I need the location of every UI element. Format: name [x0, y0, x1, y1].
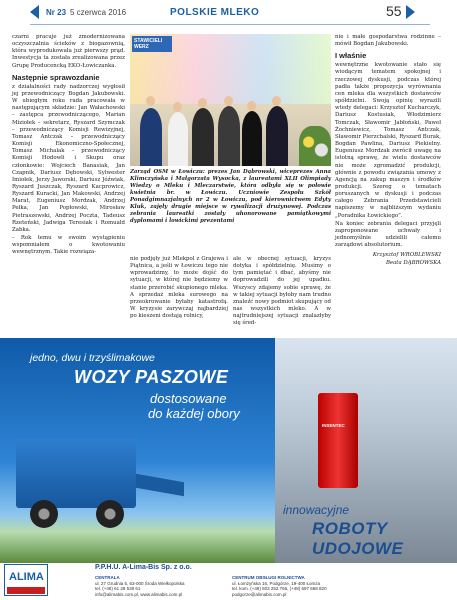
author-signature: Beata DĄBROWSKA [385, 259, 441, 266]
photo-person [192, 108, 214, 166]
article-column-3 [335, 34, 441, 267]
issue-number: Nr 23 [46, 8, 67, 17]
ad-slogan: innowacyjne [283, 503, 350, 517]
address-line: podgorze@alimabis.com.pl [232, 591, 287, 597]
ad-slogan: dostosowane [150, 391, 227, 406]
article-column-1 [12, 34, 125, 258]
ad-footer [0, 563, 457, 600]
ad-product-title: ROBOTY UDOJOWE [312, 519, 404, 558]
photo-person-head [198, 98, 207, 108]
header-right-arrow-icon [406, 5, 415, 19]
address-line: ul. 27 Grudnia 5, 63-000 Środa Wielkopolska [95, 580, 185, 586]
wagon-body [16, 438, 136, 508]
paragraph: nie i małe gospodarstwa rodzinne – mówił Bogdan Jakubowski. [335, 34, 441, 48]
photo-banner: STAWICIELI WERZ [132, 36, 172, 52]
company-name: P.P.H.U. A-Lima-Bis Sp. z o.o. [95, 564, 192, 571]
logo-bar [7, 587, 45, 594]
photo-caption: Zarząd OSM w Łowiczu: prezes Jan Dąbrowski, wiceprezes Anna Klimczyńska i Małgorzata Wysocka, z laureatami XLII Olimpiady Wiedzy o Mleku i Mleczarstwie, która odbyła się w połowie kwietnia br. w Łowiczu. Uczniowie Zespołu Szkół Ponadgimnazjalnych nr 2 w Łowiczu, pod kierownictwem Edyty Kluk, zajęły drugie miejsce w rywalizacji drużynowej. Podczas zebrania laureatki zostały uhonorowane pamiątkowymi dyplomami i lowickimi prezentami [130, 169, 331, 225]
milking-robot-image [318, 393, 358, 488]
photo-person-head [173, 102, 182, 112]
photo-person [140, 108, 162, 166]
advertisement [0, 338, 457, 600]
page-number: 55 [386, 3, 402, 19]
photo-person-head [146, 96, 155, 106]
photo-person [218, 106, 240, 166]
header-left-arrow-icon [30, 5, 39, 19]
address-line: tel. kom. (+48) 603 252 766, (+48) 697 668 820 [232, 586, 327, 591]
address-line: ul. Łomżyńska 16, Podgórze, 19-400 Łomża [232, 580, 321, 586]
wagon-hitch [136, 474, 184, 496]
issue-date: 5 czerwca 2016 [70, 8, 127, 17]
subheading: I właśnie [335, 51, 367, 61]
ad-slogan: do każdej obory [148, 406, 240, 421]
paragraph: nie podjęły już Mlekpol z Grajewa i Piątnica, a jeśli w Łowiczu tego nie wprowadzimy, to może dojść do sytuacji, w której nie będziemy w stanie przerobić skupionego mleka. A sprzedaż mleka surowego na przeokrowanie byłaby katastrofą. W kryzysie zarywczaj najbardziej po kieszeni dostają rolnicy, [130, 256, 228, 320]
address-line: info@alimabis.com.pl, www.alimabis.com.pl [95, 591, 183, 597]
photo-person [242, 111, 262, 166]
office-address [232, 575, 327, 597]
wagon-wheel [30, 500, 58, 528]
wagon-wheel [96, 500, 124, 528]
robot-brand: INSENTEC [322, 423, 345, 428]
photo-person-head [224, 96, 233, 106]
subheading: Następnie sprawozdanie [12, 72, 100, 82]
article-column-2b [233, 256, 331, 328]
office-title: CENTRUM OBSŁUGI ROLNICTWA [232, 575, 305, 580]
office-title: CENTRALA [95, 575, 120, 580]
page-header [0, 0, 457, 28]
photo-person-head [272, 96, 281, 106]
photo-person-head [247, 101, 256, 111]
photo-person [168, 112, 188, 166]
section-title: POLSKIE MLEKO [170, 7, 260, 18]
photo-person [266, 106, 288, 166]
address-line: tel. (+48) 61 28 538 61 [95, 586, 141, 591]
paragraph: wewnętrzne kwotowanie stało się wiodącym tematem spokojnej i rzeczowej dyskusji, podczas której padła także propozycja wyrównania cen mleka dla wszystkich dostawców spółdzielni. Swoją opinię wyrazili wtedy delegaci: Krzysztof Kucharczyk, Dariusz Kostusiak, Włodzimierz Tomczak, Sławomir Jabłoński, Paweł Żochniewicz, Tomasz Antczak, Sławomir Pierzchalski, Ryszard Burak, Bogdan Pawlina, Dariusz Piekielny. Eugeniusz Mordzak zwrócił uwagę na istotną sprawę, że wielu dostawców nie może zgromadzić produkcji, głównie z powodu związania umowy z Agencją na zakup maszyn i środków produkcji. Szereg o tematach poruszanych w dyskusji i podczas całego Zebrania Przedstawicieli napiszemy w najbliższym wydaniu „Poradnika Łowickiego”. [335, 62, 441, 219]
flowers-bouquet [299, 126, 331, 166]
logo-name: ALIMA [9, 571, 44, 583]
ad-slogan: jedno, dwu i trzyślimakowe [30, 352, 155, 364]
article-photo [130, 34, 331, 166]
office-address [95, 575, 185, 597]
article-column-2a [130, 256, 228, 320]
paragraph: Na koniec zebrania delegaci przyjęli zaproponowane uchwały i jednomyślnie udzielili całemu zarządowi absolutorium. [335, 220, 441, 249]
paragraph: ale w obecnej sytuacji, kryzys dotyka i spółdzielnię. Musimy o tym pamiętać i dbać, abyśmy nie doprowadzili do jej upadku. Wszyscy zdajemy sobie sprawę, że w takiej sytuacji byłoby nam trudno znaleźć nowy podmiot skupujący od nas wszystkich mleko. A w najtrudniejszej sytuacji znalazłyby się śred- [233, 256, 331, 327]
feed-wagon-image [16, 438, 186, 533]
alima-logo [4, 564, 48, 596]
paragraph: z działalności rady nadzorczej wygłosił jej przewodniczący Bogdan Jakubowski. W ubiegłym roku rada pracowała w następującym składzie: Jan Wałachowski – zastępca przewodniczącego, Marian Miziołek – sekretarz, Ryszard Szymczak – przewodniczący Komisji Rewizyjnej, Tomasz Antczak – przewodniczący Komisji Ekonomiczno-Społecznej, Tomasz Michalak – przewodniczący Komisji Hodowli i Skupu oraz członkowie: Wojciech Banasiak, Jan Czapnik, Dariusz Dębowski, Sylwester Imiołek, Jerzy Jaworski, Dariusz Jóźwiak, Ryszard Juszczak, Ryszard Kacprowicz, Ryszard Kuracki, Jan Makowski, Andrzej Marat, Eugeniusz Mordzak, Andrzej Pełka, Jan Popłowski, Mirosław Pietraszewski, Andrzej Poczta, Tadeusz Rzeteński, Jadwiga Teresiak i Romuald Zabka. [12, 83, 125, 233]
author-signature: Krzysztof WROBLEWSKI [372, 252, 441, 259]
header-divider [30, 24, 430, 25]
paragraph: czarni pracuje już zmodernizowana oczyszczalnia ścieków z biogazownią, która wyprodukowała już pierwszy prąd. Inwestycja ta została zrealizowana przez Grupę Producencką EKO-Łowiczanka. [12, 34, 125, 69]
paragraph: – Rok temu w swoim wystąpieniu wspomniałem o kwotowaniu wewnętrznym. Takie rozwiąza- [12, 235, 125, 256]
ad-product-title: WOZY PASZOWE [74, 367, 229, 387]
